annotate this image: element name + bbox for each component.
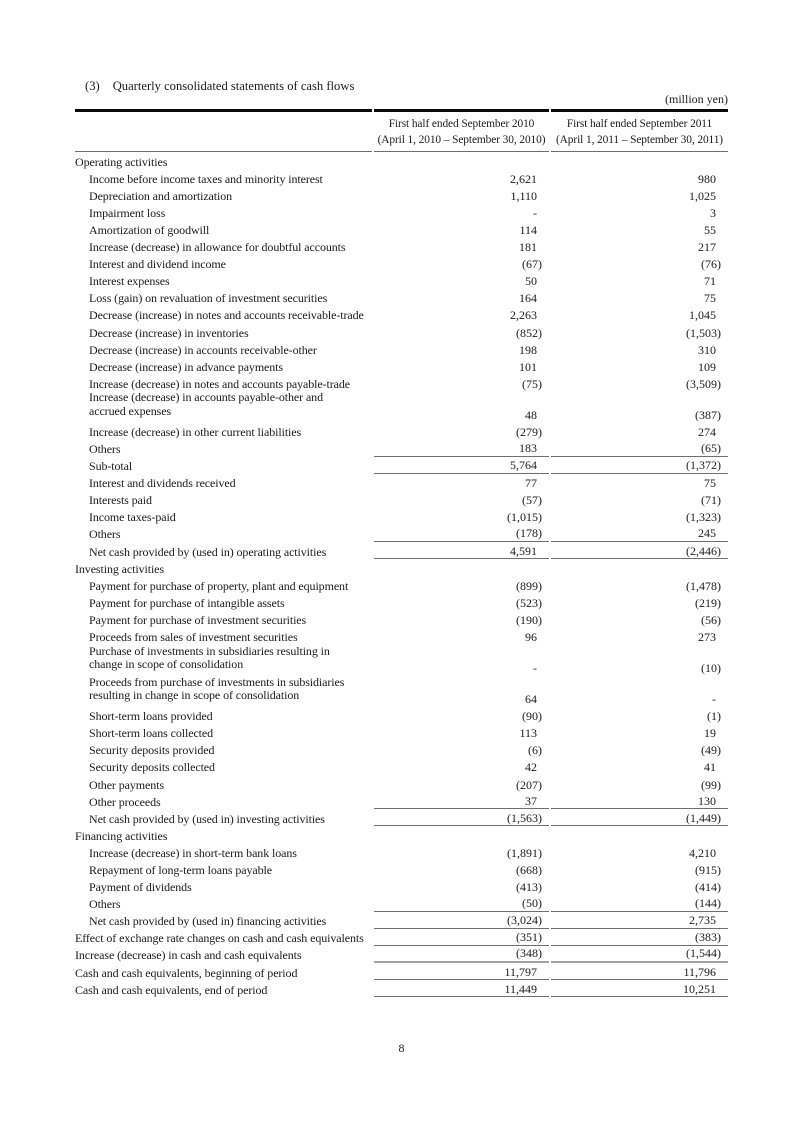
value-cell (374, 237, 549, 254)
table-row (75, 929, 728, 946)
value-cell (551, 676, 728, 707)
table-row (75, 741, 728, 758)
table-row (75, 895, 728, 912)
row-label: Increase (decrease) in notes and accounts payable-trade (89, 376, 351, 391)
value-text: (1,563) (507, 810, 542, 825)
table-row (75, 306, 728, 323)
table-row (75, 576, 728, 593)
value-cell (551, 457, 728, 474)
value-cell (551, 340, 728, 357)
row-label: Others (89, 897, 121, 912)
value-cell (374, 152, 549, 169)
value-cell (551, 860, 728, 877)
value-text: (413) (516, 880, 542, 895)
value-cell (551, 374, 728, 391)
value-text: (6) (528, 743, 542, 758)
table-row (75, 676, 728, 707)
value-text: (75) (522, 376, 542, 391)
table-row (75, 169, 728, 186)
value-text: 310 (698, 342, 716, 357)
value-text: 5,764 (510, 458, 537, 473)
value-cell (374, 826, 549, 843)
value-text: (207) (516, 777, 542, 792)
value-text: 980 (698, 171, 716, 186)
value-cell (374, 792, 549, 809)
value-cell (374, 645, 549, 676)
row-label: Effect of exchange rate changes on cash and cash equivalents (75, 931, 364, 946)
value-text: 42 (525, 760, 537, 775)
value-cell (374, 980, 549, 997)
value-cell (551, 963, 728, 980)
value-cell (374, 758, 549, 775)
value-text: (3,024) (507, 913, 542, 928)
value-text: (190) (516, 612, 542, 627)
value-cell (374, 576, 549, 593)
table-row (75, 255, 728, 272)
value-text: (76) (701, 257, 721, 272)
value-cell (374, 877, 549, 894)
section-header-row (75, 826, 728, 843)
value-cell (551, 508, 728, 525)
table-row (75, 912, 728, 929)
table-row (75, 593, 728, 610)
value-text: 113 (519, 726, 537, 741)
row-label: Sub-total (89, 459, 133, 474)
value-text: (279) (516, 424, 542, 439)
page-number: 8 (398, 1041, 405, 1055)
value-cell (374, 439, 549, 456)
value-text: 11,449 (504, 981, 537, 996)
row-label: Payment of dividends (89, 880, 192, 895)
value-cell (374, 627, 549, 644)
value-text: 75 (704, 476, 716, 491)
value-cell (374, 860, 549, 877)
row-label: Other payments (89, 777, 164, 792)
value-text: (1,015) (507, 510, 542, 525)
value-cell (551, 707, 728, 724)
value-cell (551, 203, 728, 220)
row-label: Increase (decrease) in allowance for doubtful accounts (89, 240, 346, 255)
value-cell (374, 391, 549, 422)
value-text: 64 (525, 692, 537, 707)
row-label: Purchase of investments in subsidiaries resulting in change in scope of consolidation (89, 643, 330, 672)
value-text: (1) (707, 709, 721, 724)
value-text: (56) (701, 612, 721, 627)
value-text: 130 (698, 793, 716, 808)
table-row (75, 792, 728, 809)
value-text: (99) (701, 777, 721, 792)
value-text: 2,263 (510, 308, 537, 323)
value-text: 217 (698, 240, 716, 255)
value-text: (50) (522, 896, 542, 911)
table-row (75, 707, 728, 724)
value-text: (668) (516, 862, 542, 877)
row-label: Others (89, 527, 121, 542)
row-label: Security deposits collected (89, 760, 215, 775)
value-text: 164 (519, 291, 537, 306)
value-cell (374, 323, 549, 340)
unit-note: (million yen) (665, 92, 728, 106)
value-text: 101 (519, 359, 537, 374)
table-row (75, 980, 728, 997)
value-text: (144) (695, 896, 721, 911)
value-text: (348) (516, 946, 542, 961)
table-row (75, 775, 728, 792)
table-row (75, 457, 728, 474)
value-text: (49) (701, 743, 721, 758)
row-label: Others (89, 442, 121, 456)
value-text: 77 (525, 476, 537, 491)
value-text: (65) (701, 441, 721, 455)
section-header-row (75, 152, 728, 169)
value-text: 41 (704, 760, 716, 775)
value-cell (551, 220, 728, 237)
row-label: Increase (decrease) in short-term bank loans (89, 845, 297, 860)
value-cell (551, 323, 728, 340)
value-cell (551, 306, 728, 323)
table-row (75, 323, 728, 340)
value-text: 50 (525, 274, 537, 289)
value-cell (374, 593, 549, 610)
row-label: Net cash provided by (used in) operating activities (89, 544, 327, 559)
row-label: Interest and dividends received (89, 476, 236, 491)
value-text: (1,323) (686, 510, 721, 525)
table-row (75, 289, 728, 306)
value-text: (383) (695, 930, 721, 945)
value-cell (374, 474, 549, 491)
row-label: Payment for purchase of intangible assets (89, 595, 285, 610)
table-row (75, 391, 728, 422)
value-cell (374, 809, 549, 826)
row-label: Payment for purchase of investment securities (89, 612, 307, 627)
value-text: (219) (695, 595, 721, 610)
value-cell (374, 676, 549, 707)
row-label: Decrease (increase) in accounts receivable-other (89, 342, 317, 357)
table-row (75, 439, 728, 456)
value-text: 2,621 (510, 171, 537, 186)
value-text: 2,735 (689, 913, 716, 928)
value-cell (551, 474, 728, 491)
column-header-line1: First half ended September 2011 (566, 117, 713, 130)
value-cell (551, 895, 728, 912)
cash-flow-table (75, 109, 728, 997)
value-cell (374, 929, 549, 946)
value-text: - (533, 205, 537, 220)
value-cell (551, 809, 728, 826)
value-cell (374, 491, 549, 508)
value-text: 37 (525, 793, 537, 808)
value-cell (551, 775, 728, 792)
value-text: 75 (704, 291, 716, 306)
table-row (75, 809, 728, 826)
value-text: 96 (525, 630, 537, 645)
table-row (75, 272, 728, 289)
value-cell (374, 220, 549, 237)
value-cell (551, 152, 728, 169)
value-text: (1,478) (686, 578, 721, 593)
value-text: 274 (698, 424, 716, 439)
table-row (75, 860, 728, 877)
column-header-line2: (April 1, 2010 – September 30, 2010) (377, 133, 546, 146)
row-label: Operating activities (75, 154, 168, 169)
value-text: (1,544) (686, 946, 721, 961)
value-cell (551, 946, 728, 963)
value-text: (1,372) (686, 458, 721, 473)
table-row (75, 877, 728, 894)
table-row (75, 474, 728, 491)
row-label: Interest expenses (89, 274, 170, 289)
value-cell (374, 186, 549, 203)
value-text: 48 (525, 407, 537, 422)
value-text: (90) (522, 709, 542, 724)
row-label: Proceeds from sales of investment securities (89, 630, 298, 645)
value-cell (551, 272, 728, 289)
row-label: Income taxes-paid (89, 510, 176, 525)
row-label: Depreciation and amortization (89, 188, 233, 203)
value-cell (551, 542, 728, 559)
value-text: - (712, 692, 716, 707)
value-cell (374, 843, 549, 860)
table-row (75, 946, 728, 963)
row-label: Short-term loans provided (89, 709, 213, 724)
value-cell (374, 340, 549, 357)
value-cell (374, 457, 549, 474)
value-cell (374, 357, 549, 374)
table-row (75, 843, 728, 860)
table-row (75, 542, 728, 559)
value-text: 4,210 (689, 845, 716, 860)
value-text: 109 (698, 359, 716, 374)
table-row (75, 963, 728, 980)
value-text: 1,045 (689, 308, 716, 323)
value-cell (551, 186, 728, 203)
value-cell (551, 559, 728, 576)
value-text: 181 (519, 240, 537, 255)
value-cell (551, 255, 728, 272)
row-label: Interests paid (89, 493, 152, 508)
table-row (75, 724, 728, 741)
value-cell (551, 724, 728, 741)
column-header-line1: First half ended September 2010 (388, 117, 535, 130)
row-label: Proceeds from purchase of investments in subsidiaries resulting in change in scope of consolidation (89, 674, 345, 703)
value-text: (71) (701, 493, 721, 508)
row-label: Increase (decrease) in other current liabilities (89, 424, 302, 439)
value-text: (387) (695, 407, 721, 422)
row-label: Decrease (increase) in inventories (89, 325, 249, 340)
value-text: (178) (516, 526, 542, 541)
row-label: Payment for purchase of property, plant and equipment (89, 578, 349, 593)
table-row (75, 237, 728, 254)
row-label: Impairment loss (89, 205, 166, 220)
value-text: 19 (704, 726, 716, 741)
column-header-2011 (551, 109, 728, 152)
row-label: Other proceeds (89, 794, 161, 809)
value-cell (374, 374, 549, 391)
table-body (75, 152, 728, 997)
table-row (75, 627, 728, 644)
row-label: Decrease (increase) in notes and accounts receivable-trade (89, 308, 364, 323)
value-cell (551, 843, 728, 860)
value-cell (551, 792, 728, 809)
table-header-row (75, 109, 728, 152)
title-index: (3) (85, 79, 100, 93)
row-label: Increase (decrease) in cash and cash equivalents (75, 948, 302, 963)
table-row (75, 357, 728, 374)
value-cell (551, 422, 728, 439)
value-cell (551, 237, 728, 254)
value-text: 10,251 (683, 981, 716, 996)
value-cell (551, 627, 728, 644)
value-cell (374, 272, 549, 289)
value-text: 183 (519, 441, 537, 455)
column-header-2010 (374, 109, 549, 152)
row-label: Investing activities (75, 561, 164, 576)
value-cell (551, 826, 728, 843)
table-row (75, 525, 728, 542)
value-cell (551, 169, 728, 186)
value-cell (374, 963, 549, 980)
table-row (75, 186, 728, 203)
table-row (75, 758, 728, 775)
value-text: 1,025 (689, 188, 716, 203)
section-header-row (75, 559, 728, 576)
value-text: 55 (704, 222, 716, 237)
row-label: Net cash provided by (used in) financing activities (89, 914, 327, 929)
value-cell (551, 929, 728, 946)
value-cell (374, 946, 549, 963)
value-cell (374, 306, 549, 323)
title-text: Quarterly consolidated statements of cash flows (112, 79, 355, 93)
value-cell (551, 610, 728, 627)
value-cell (551, 439, 728, 456)
value-text: (57) (522, 493, 542, 508)
value-cell (551, 593, 728, 610)
value-cell (551, 525, 728, 542)
value-text: (915) (695, 862, 721, 877)
table-row (75, 340, 728, 357)
value-text: (852) (516, 325, 542, 340)
value-cell (374, 289, 549, 306)
value-cell (374, 203, 549, 220)
value-text: (414) (695, 880, 721, 895)
value-text: 114 (519, 222, 537, 237)
value-text: - (533, 661, 537, 676)
value-text: 198 (519, 342, 537, 357)
value-cell (551, 357, 728, 374)
row-label: Decrease (increase) in advance payments (89, 359, 283, 374)
row-label: Loss (gain) on revaluation of investment securities (89, 291, 328, 306)
value-text: (351) (516, 930, 542, 945)
value-cell (374, 255, 549, 272)
row-label: Security deposits provided (89, 743, 215, 758)
value-cell (374, 525, 549, 542)
value-text: 3 (710, 205, 716, 220)
value-cell (374, 775, 549, 792)
value-text: (2,446) (686, 543, 721, 558)
table-row (75, 374, 728, 391)
table-row (75, 491, 728, 508)
row-label: Net cash provided by (used in) investing activities (89, 811, 325, 826)
value-cell (551, 576, 728, 593)
value-text: 245 (698, 526, 716, 541)
table-row (75, 422, 728, 439)
table-row (75, 220, 728, 237)
value-cell (374, 169, 549, 186)
value-cell (551, 758, 728, 775)
value-cell (374, 508, 549, 525)
row-label: Financing activities (75, 828, 168, 843)
value-cell (551, 741, 728, 758)
value-cell (551, 289, 728, 306)
value-text: (1,503) (686, 325, 721, 340)
value-text: 4,591 (510, 543, 537, 558)
value-text: (899) (516, 578, 542, 593)
value-cell (374, 422, 549, 439)
header-spacer-cell (75, 109, 372, 152)
value-cell (374, 741, 549, 758)
value-text: 273 (698, 630, 716, 645)
row-label: Increase (decrease) in accounts payable-other and accrued expenses (89, 390, 323, 419)
table-row (75, 645, 728, 676)
value-cell (374, 559, 549, 576)
value-text: 11,797 (504, 964, 537, 979)
value-cell (551, 645, 728, 676)
row-label: Income before income taxes and minority interest (89, 171, 323, 186)
value-cell (374, 895, 549, 912)
row-label: Amortization of goodwill (89, 222, 210, 237)
value-text: 71 (704, 274, 716, 289)
column-header-line2: (April 1, 2011 – September 30, 2011) (555, 133, 724, 146)
value-text: (1,891) (507, 845, 542, 860)
value-text: (67) (522, 257, 542, 272)
value-cell (374, 912, 549, 929)
value-cell (551, 877, 728, 894)
value-cell (374, 542, 549, 559)
row-label: Short-term loans collected (89, 726, 214, 741)
value-cell (374, 724, 549, 741)
table-row (75, 508, 728, 525)
value-text: 1,110 (510, 188, 537, 203)
value-cell (551, 912, 728, 929)
row-label: Cash and cash equivalents, end of period (75, 982, 268, 997)
row-label: Cash and cash equivalents, beginning of period (75, 965, 298, 980)
table-row (75, 203, 728, 220)
row-label: Interest and dividend income (89, 257, 226, 272)
value-text: 11,796 (683, 964, 716, 979)
value-text: (10) (701, 661, 721, 676)
value-cell (374, 610, 549, 627)
value-cell (374, 707, 549, 724)
value-cell (551, 391, 728, 422)
value-text: (1,449) (686, 810, 721, 825)
row-label: Repayment of long-term loans payable (89, 862, 273, 877)
value-text: (3,509) (686, 376, 721, 391)
value-cell (551, 980, 728, 997)
value-text: (523) (516, 595, 542, 610)
table-row (75, 610, 728, 627)
value-cell (551, 491, 728, 508)
